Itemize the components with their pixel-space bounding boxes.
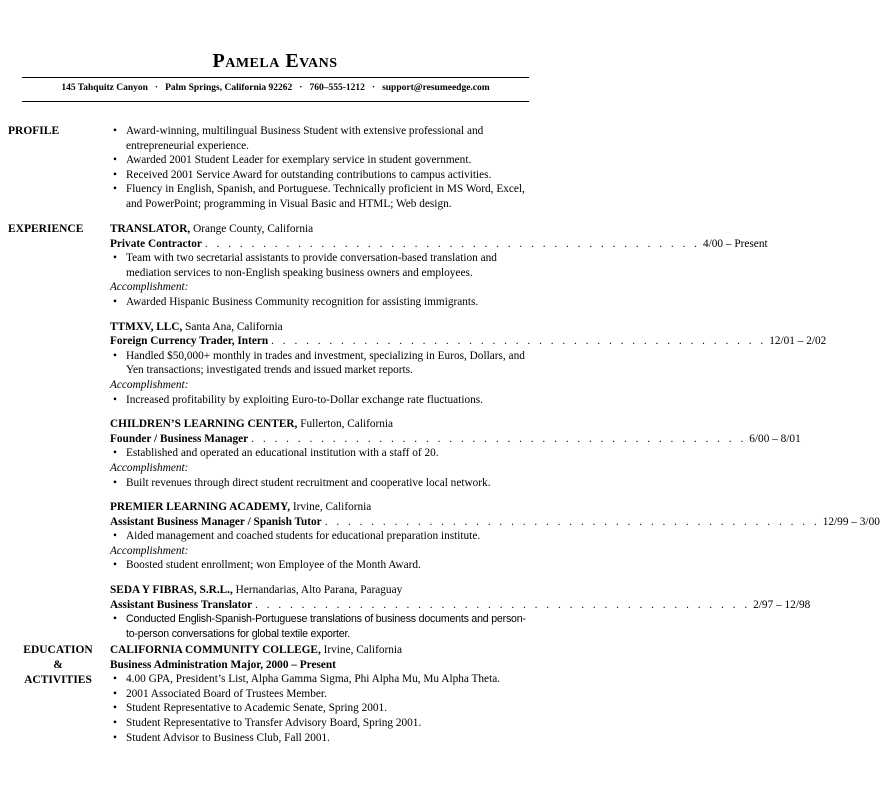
bullet-icon: • xyxy=(113,559,117,572)
list-item xyxy=(110,124,530,153)
bullet-icon: • xyxy=(113,687,117,700)
contact-separator: · xyxy=(154,83,159,93)
education-bullet-text: Student Representative to Academic Senate, Spring 2001. xyxy=(126,702,388,715)
list-item xyxy=(110,558,530,573)
education-bullet-text: 2001 Associated Board of Trustees Member. xyxy=(126,687,327,700)
list-item xyxy=(110,529,530,544)
bullet-icon: • xyxy=(113,168,117,181)
job-duty-text: Aided management and coached students for educational preparation institute. xyxy=(126,530,481,543)
employer-name: TRANSLATOR, xyxy=(110,223,191,235)
job-title-row xyxy=(110,432,801,447)
job-title: Founder / Business Manager xyxy=(110,432,249,445)
leader-dots: . . . . . . . . . . . . . . . . . . . . . . . . . . . . . . . . . . . . . . . . . . . xyxy=(271,335,767,348)
accomplishment-text: Boosted student enrollment; won Employee of the Month Award. xyxy=(126,559,421,572)
employer-name: CHILDREN’S LEARNING CENTER, xyxy=(110,418,298,431)
accomplishment-label: Accomplishment: xyxy=(110,378,189,391)
bullet-icon: • xyxy=(113,447,117,460)
job-title: Assistant Business Translator xyxy=(110,598,253,611)
accomplishment-label: Accomplishment: xyxy=(110,281,189,294)
job-entry xyxy=(110,417,801,490)
profile-bullet-text: Award-winning, multilingual Business Student with extensive professional and entrepreneurial experience. xyxy=(126,125,484,152)
list-item xyxy=(110,672,530,687)
bullet-icon: • xyxy=(113,476,117,489)
job-title: Foreign Currency Trader, Intern xyxy=(110,335,269,348)
job-entry xyxy=(110,320,827,408)
accomplishment-text: Built revenues through direct student recruitment and cooperative local network. xyxy=(126,476,491,489)
list-item xyxy=(110,295,530,310)
profile-bullet-text: Fluency in English, Spanish, and Portuguese. Technically proficient in MS Word, Excel, and PowerPoint; programming in Visual Basic and HTML; Web design. xyxy=(126,183,525,210)
employer-location: Fullerton, California xyxy=(297,418,394,431)
job-dates: 4/00 – Present xyxy=(702,237,768,250)
accomplishment-text: Increased profitability by exploiting Euro-to-Dollar exchange rate fluctuations. xyxy=(126,393,483,406)
education-bullet-text: 4.00 GPA, President’s List, Alpha Gamma Sigma, Phi Alpha Mu, Mu Alpha Theta. xyxy=(126,673,501,686)
job-title-row xyxy=(110,237,768,252)
education-label-line2: & xyxy=(53,659,63,671)
accomplishment-label: Accomplishment: xyxy=(110,461,189,474)
employer-location: Santa Ana, California xyxy=(182,320,283,333)
bullet-icon: • xyxy=(113,731,117,744)
contact-city: Palm Springs, California 92262 xyxy=(165,83,293,93)
education-bullet-text: Student Advisor to Business Club, Fall 2001. xyxy=(126,731,330,744)
leader-dots: . . . . . . . . . . . . . . . . . . . . . . . . . . . . . . . . . . . . . . . . . . . xyxy=(255,598,751,611)
education-list xyxy=(110,672,530,745)
leader-dots: . . . . . . . . . . . . . . . . . . . . . . . . . . . . . . . . . . . . . . . . . . . xyxy=(324,515,820,528)
list-item xyxy=(110,612,530,641)
education-bullet-text: Student Representative to Transfer Advisory Board, Spring 2001. xyxy=(126,716,422,729)
contact-email[interactable]: support@resumeedge.com xyxy=(382,83,490,93)
employer-location: Orange County, California xyxy=(190,223,314,235)
employer-location: Irvine, California xyxy=(290,501,372,514)
school-name: CALIFORNIA COMMUNITY COLLEGE, xyxy=(110,644,321,656)
contact-separator: · xyxy=(299,83,303,93)
header-rule-top xyxy=(22,77,529,78)
job-duty-text: Conducted English-Spanish-Portuguese translations of business documents and person-to-person conversations for global textile exporter. xyxy=(126,613,526,640)
bullet-icon: • xyxy=(113,393,117,406)
list-item xyxy=(110,153,530,168)
job-title-row xyxy=(110,515,880,530)
list-item xyxy=(110,168,530,183)
bullet-icon: • xyxy=(113,183,117,196)
bullet-icon: • xyxy=(113,702,117,715)
bullet-icon: • xyxy=(113,530,117,543)
bullet-icon: • xyxy=(113,125,117,137)
accomplishment-text: Awarded Hispanic Business Community recognition for assisting immigrants. xyxy=(126,295,479,308)
bullet-icon: • xyxy=(113,716,117,729)
header-rule-bottom xyxy=(22,101,529,102)
list-item xyxy=(110,349,530,378)
employer-name: PREMIER LEARNING ACADEMY, xyxy=(110,501,291,514)
job-entry xyxy=(110,583,811,641)
bullet-icon: • xyxy=(113,295,117,308)
list-item xyxy=(110,251,530,280)
leader-dots: . . . . . . . . . . . . . . . . . . . . . . . . . . . . . . . . . . . . . . . . . . . xyxy=(251,432,747,445)
profile-list xyxy=(110,124,530,212)
profile-bullet-text: Awarded 2001 Student Leader for exemplary service in student government. xyxy=(126,154,472,167)
bullet-icon: • xyxy=(113,673,117,686)
contact-address: 145 Tahquitz Canyon xyxy=(61,83,148,93)
employer-name: SEDA Y FIBRAS, S.R.L., xyxy=(110,584,233,597)
leader-dots: . . . . . . . . . . . . . . . . . . . . . . . . . . . . . . . . . . . . . . . . . . . xyxy=(204,237,700,250)
employer-location: Hernandarias, Alto Parana, Paraguay xyxy=(232,584,403,597)
education-label-line1: EDUCATION xyxy=(23,644,93,656)
bullet-icon: • xyxy=(113,252,117,265)
list-item xyxy=(110,393,530,408)
bullet-icon: • xyxy=(113,349,117,362)
list-item xyxy=(110,716,530,731)
job-title-row xyxy=(110,334,827,349)
job-title-row xyxy=(110,598,811,613)
contact-line xyxy=(22,83,529,93)
contact-phone: 760–555-1212 xyxy=(309,83,365,93)
job-dates: 12/01 – 2/02 xyxy=(769,335,827,348)
profile-section xyxy=(110,124,530,212)
experience-section xyxy=(110,222,880,651)
list-item xyxy=(110,446,530,461)
education-label xyxy=(8,643,108,688)
education-label-line3: ACTIVITIES xyxy=(24,674,92,686)
bullet-icon: • xyxy=(113,154,117,167)
bullet-icon: • xyxy=(113,613,117,626)
list-item xyxy=(110,701,530,716)
contact-separator: · xyxy=(371,83,376,93)
school-location: Irvine, California xyxy=(320,644,403,656)
job-entry xyxy=(110,222,768,310)
job-title: Assistant Business Manager / Spanish Tutor xyxy=(110,515,322,528)
list-item xyxy=(110,731,530,746)
job-dates: 2/97 – 12/98 xyxy=(753,598,811,611)
job-duty-text: Team with two secretarial assistants to provide conversation-based translation and mediation services to non-English speaking business owners and employees. xyxy=(126,252,497,279)
degree-major: Business Administration Major, 2000 – Present xyxy=(110,658,336,671)
experience-label: EXPERIENCE xyxy=(8,223,84,235)
list-item xyxy=(110,182,530,211)
job-duty-text: Established and operated an educational institution with a staff of 20. xyxy=(126,447,439,460)
candidate-name: Pamela Evans xyxy=(212,50,338,72)
job-title: Private Contractor xyxy=(110,237,202,250)
job-entry xyxy=(110,500,880,573)
job-duty-text: Handled $50,000+ monthly in trades and investment, specializing in Euros, Dollars, and Yen transactions; investigated trends and issued market reports. xyxy=(126,349,525,377)
job-dates: 12/99 – 3/00 xyxy=(822,515,880,528)
profile-bullet-text: Received 2001 Service Award for outstanding contributions to campus activities. xyxy=(126,168,492,181)
employer-name: TTMXV, LLC, xyxy=(110,320,183,333)
list-item xyxy=(110,476,530,491)
accomplishment-label: Accomplishment: xyxy=(110,544,189,557)
list-item xyxy=(110,687,530,702)
job-dates: 6/00 – 8/01 xyxy=(749,432,801,445)
profile-label: PROFILE xyxy=(8,125,60,137)
education-section xyxy=(110,643,530,745)
